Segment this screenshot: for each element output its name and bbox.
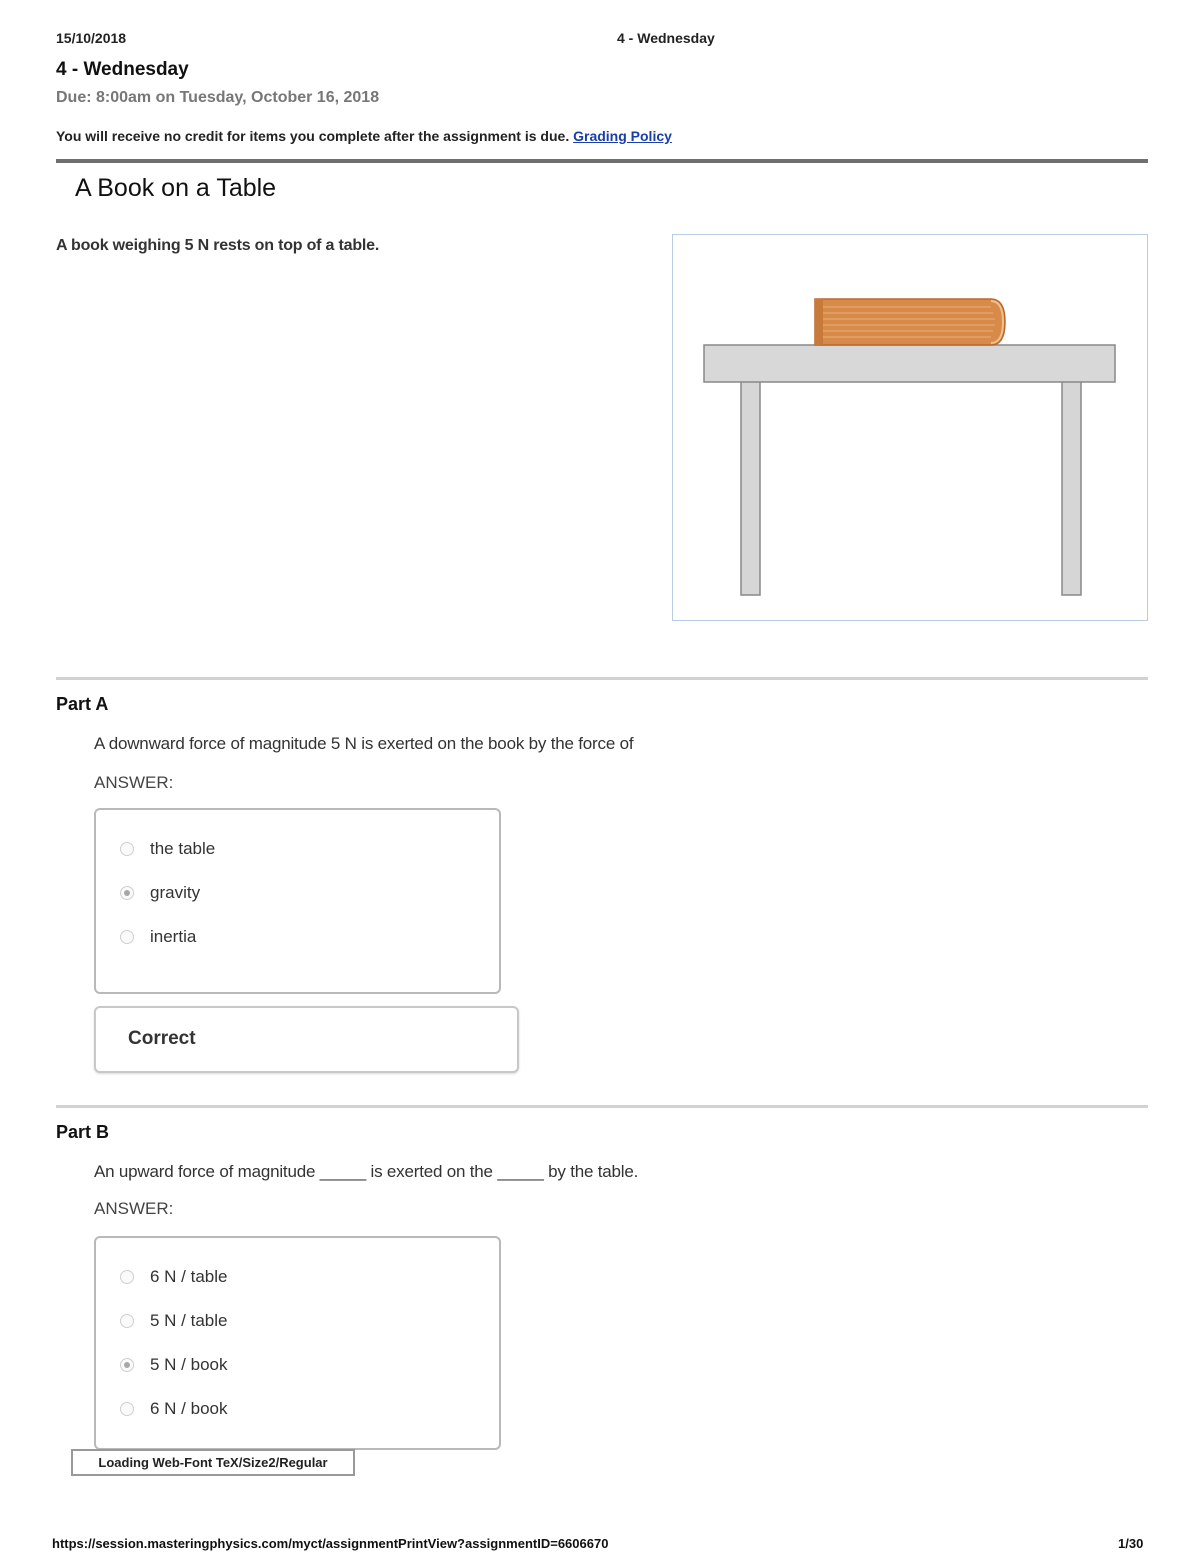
option-label: the table [150, 839, 216, 858]
radio-button-selected[interactable] [120, 886, 134, 900]
part-b-answer-label: ANSWER: [94, 1199, 174, 1218]
part-b-question: An upward force of magnitude _____ is exerted on the _____ by the table. [94, 1162, 639, 1181]
radio-button[interactable] [120, 930, 134, 944]
problem-intro: A book weighing 5 N rests on top of a table. [56, 237, 380, 254]
radio-button-selected[interactable] [120, 1358, 134, 1372]
table-top [704, 345, 1115, 382]
radio-button[interactable] [120, 842, 134, 856]
problem-title: A Book on a Table [75, 174, 277, 202]
book [815, 299, 1005, 345]
credit-notice-text: You will receive no credit for items you complete after the assignment is due. [56, 128, 570, 144]
page-number: 1/30 [1118, 1536, 1144, 1551]
part-b-answer-box [94, 1236, 501, 1450]
option-label: gravity [150, 883, 201, 902]
option-label: 5 N / table [150, 1311, 228, 1330]
part-b-option[interactable] [120, 1397, 228, 1421]
due-date: Due: 8:00am on Tuesday, October 16, 2018 [56, 89, 380, 106]
table-left-leg [741, 381, 760, 595]
part-a-question: A downward force of magnitude 5 N is exerted on the book by the force of [94, 734, 634, 753]
credit-notice [56, 128, 672, 144]
feedback-correct: Correct [128, 1028, 196, 1049]
part-a-option[interactable] [120, 925, 196, 949]
option-label: inertia [150, 927, 197, 946]
part-b-divider [56, 1105, 1148, 1108]
part-a-answer-label: ANSWER: [94, 773, 174, 792]
grading-policy-link[interactable]: Grading Policy [573, 128, 672, 144]
part-b-heading: Part B [56, 1122, 110, 1142]
option-label: 6 N / book [150, 1399, 228, 1418]
book-table-illustration [673, 235, 1147, 620]
book-on-table-figure [672, 234, 1148, 621]
part-a-divider [56, 677, 1148, 680]
header-divider [56, 159, 1148, 163]
print-date: 15/10/2018 [56, 30, 127, 46]
assignment-title: 4 - Wednesday [56, 59, 189, 80]
footer-url: https://session.masteringphysics.com/myct/assignmentPrintView?assignmentID=6606670 [52, 1536, 609, 1551]
part-a-answer-box [94, 808, 501, 994]
part-b-option[interactable] [120, 1353, 228, 1377]
option-label: 6 N / table [150, 1267, 228, 1286]
part-a-feedback-box [94, 1006, 519, 1073]
radio-button[interactable] [120, 1402, 134, 1416]
radio-button[interactable] [120, 1270, 134, 1284]
table-right-leg [1062, 381, 1081, 595]
print-title: 4 - Wednesday [617, 30, 715, 46]
part-a-option[interactable] [120, 881, 200, 905]
part-b-option[interactable] [120, 1309, 228, 1333]
option-label: 5 N / book [150, 1355, 228, 1374]
part-b-option[interactable] [120, 1265, 228, 1289]
part-a-heading: Part A [56, 694, 109, 714]
radio-button[interactable] [120, 1314, 134, 1328]
webfont-loading-notice: Loading Web-Font TeX/Size2/Regular [71, 1449, 355, 1476]
part-a-option[interactable] [120, 837, 215, 861]
